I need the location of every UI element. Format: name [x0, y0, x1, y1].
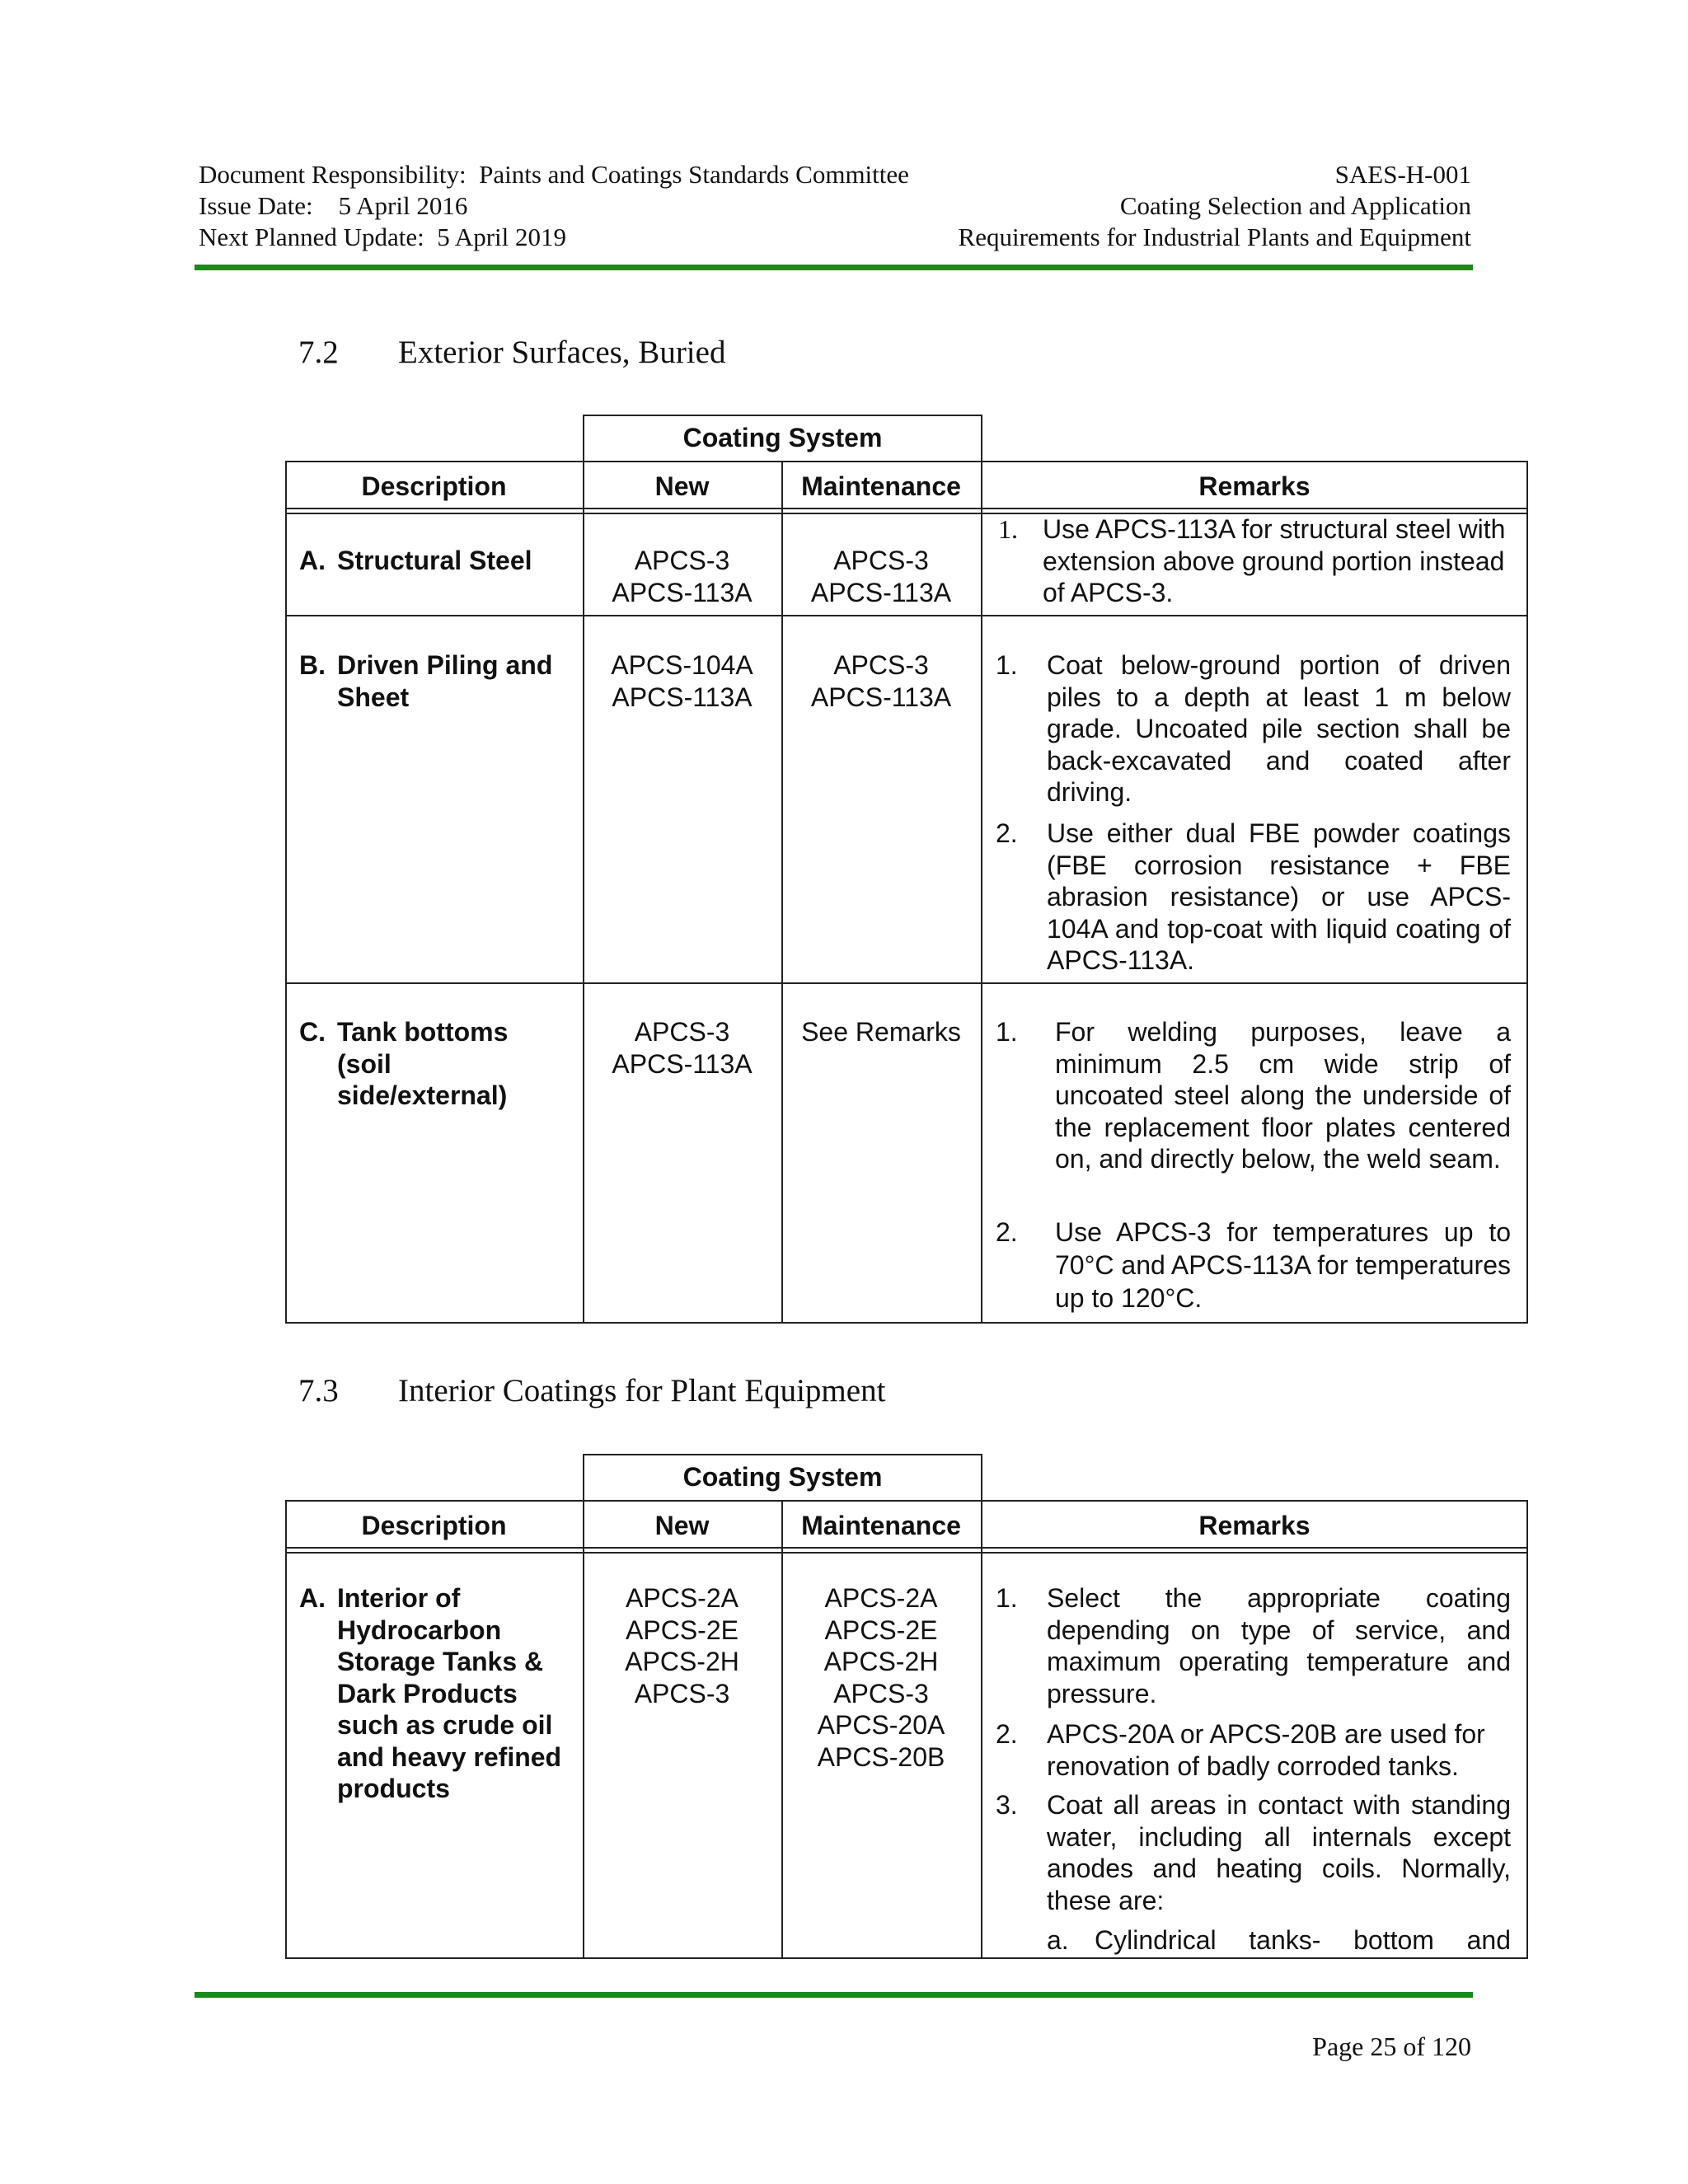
document-title-line-2: Requirements for Industrial Plants and Equipment [958, 223, 1471, 251]
section-number: 7.2 [298, 335, 339, 370]
row-maintenance-coatings: APCS-2A APCS-2E APCS-2H APCS-3 APCS-20A APCS-20B [817, 1583, 945, 1772]
exterior-buried-table: Coating System Description New Maintenance Remarks A. Structural Steel APCS-3 APCS-113A APCS-3 APCS-113A 1. Use APCS-113A for structural steel with extension above ground portion instead of APCS-3. B. Driven Piling and Sheet APCS-104A APCS-113A APCS-3 APCS-113A 1. Coat below-ground portion of driven piles to a depth at least 1 m below grade. Uncoated pile section shall be back-excavated and coated after driving. 2. Use either dual FBE powder coatings (FBE corrosion resistance + FBE abrasion resistance) or use APCS-104A and top-coat with liquid coating of APCS-113A. C. Tank bottoms (soil side/external) APCS-3 APCS-113A See Remarks 1. For welding purposes, leave a minimum 2.5 cm wide strip of uncoated steel along the underside of the replacement floor plates centered on, and directly below, the weld seam. 2. Use APCS-3 for temperatures up to 70°C and APCS-113A for temperatures up to 120°C. [0, 0, 1688, 1335]
section-number: 7.3 [298, 1373, 339, 1408]
coating-system-header: Coating System [682, 423, 883, 452]
coating-system-header: Coating System [682, 1462, 883, 1492]
row-label: C. [299, 1017, 326, 1047]
next-planned-update: Next Planned Update: 5 April 2019 [199, 223, 566, 251]
column-header-maintenance: Maintenance [801, 471, 961, 501]
section-title: Exterior Surfaces, Buried [398, 335, 726, 370]
issue-date: Issue Date: 5 April 2016 [199, 191, 468, 220]
row-new-coatings: APCS-3 APCS-113A [612, 1017, 753, 1079]
row-maintenance-coatings: APCS-3 APCS-113A [810, 546, 952, 607]
row-description: Driven Piling and Sheet [337, 650, 553, 712]
row-label: B. [299, 650, 326, 680]
column-header-new: New [654, 1511, 710, 1540]
row-description: Structural Steel [337, 546, 532, 575]
row-new-coatings: APCS-3 APCS-113A [612, 546, 753, 607]
page-number: Page 25 of 120 [1312, 2032, 1471, 2061]
row-description: Interior of Hydrocarbon Storage Tanks & Dark Products such as crude oil and heavy refined products [337, 1583, 562, 1803]
row-description: Tank bottoms (soil side/external) [337, 1017, 509, 1110]
column-header-maintenance: Maintenance [801, 1511, 961, 1540]
column-header-remarks: Remarks [1198, 471, 1311, 501]
row-new-coatings: APCS-104A APCS-113A [611, 650, 753, 712]
interior-coatings-table: Coating System Description New Maintenance Remarks A. Interior of Hydrocarbon Storage Tanks & Dark Products such as crude oil and heavy refined products APCS-2A APCS-2E APCS-2H APCS-3 APCS-2A APCS-2E APCS-2H APCS-3 APCS-20A APCS-20B 1. Select the appropriate coating depending on type of service, and maximum operating temperature and pressure. 2. APCS-20A or APCS-20B are used for renovation of badly corroded tanks. 3. Coat all areas in contact with standing water, including all internals except anodes and heating coils. Normally, these are: a. Cylindrical tanks- bottom and [0, 0, 1688, 1978]
column-header-description: Description [361, 471, 507, 501]
row-maintenance-coatings: See Remarks [801, 1017, 961, 1047]
column-header-new: New [654, 471, 710, 501]
section-title: Interior Coatings for Plant Equipment [398, 1373, 886, 1408]
row-label: A. [299, 1583, 326, 1613]
footer-divider [195, 1992, 1473, 1998]
column-header-description: Description [361, 1511, 507, 1540]
document-responsibility: Document Responsibility: Paints and Coatings Standards Committee [199, 160, 909, 189]
document-title-line-1: Coating Selection and Application [1119, 191, 1471, 220]
row-maintenance-coatings: APCS-3 APCS-113A [810, 650, 952, 712]
row-label: A. [299, 546, 326, 575]
column-header-remarks: Remarks [1198, 1511, 1311, 1540]
row-new-coatings: APCS-2A APCS-2E APCS-2H APCS-3 [625, 1583, 739, 1708]
document-number: SAES-H-001 [1334, 160, 1471, 189]
